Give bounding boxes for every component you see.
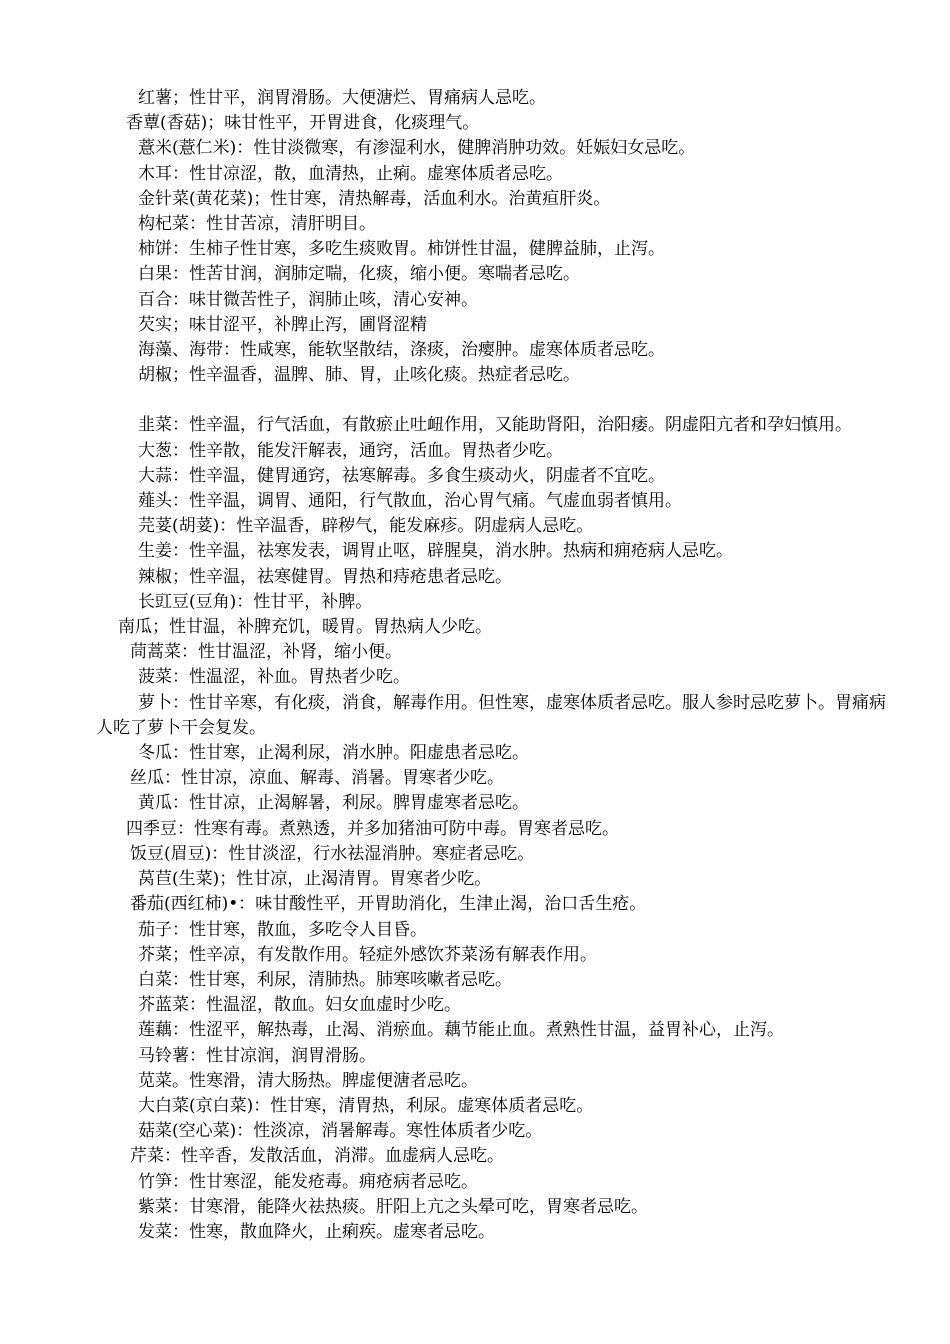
list-item: 芹菜：性辛香，发散活血，消滞。血虚病人忌吃。 [130, 1146, 504, 1167]
list-item: 金针菜(黄花菜)；性甘寒，清热解毒，活血利水。治黄疸肝炎。 [138, 188, 611, 209]
list-item: 冬瓜：性甘寒，止渴利尿，消水肿。阳虚患者忌吃。 [138, 743, 529, 764]
list-item: 苋菜。性寒滑，清大肠热。脾虚便溏者忌吃。 [138, 1070, 478, 1091]
list-item: 菇菜(空心菜)：性淡凉，消暑解毒。寒性体质者少吃。 [138, 1121, 543, 1142]
list-item: 海藻、海带：性咸寒，能软坚散结，涤痰，治瘿肿。虚寒体质者忌吃。 [138, 340, 665, 361]
list-item: 莴苣(生菜)；性甘凉，止渴清胃。胃寒者少吃。 [138, 869, 492, 890]
list-item: 大蒜：性辛温，健胃通窍，祛寒解毒。多食生痰动火，阴虚者不宜吃。 [138, 465, 665, 486]
list-item: 南瓜；性甘温，补脾充饥，暖胃。胃热病人少吃。 [118, 617, 492, 638]
list-item: 胡椒；性辛温香，温脾、肺、胃，止咳化痰。热症者忌吃。 [138, 365, 580, 386]
list-item: 发菜：性寒，散血降火，止痢疾。虚寒者忌吃。 [138, 1221, 495, 1242]
list-item: 韭菜：性辛温，行气活血，有散瘀止吐衄作用，又能助肾阳，治阳痿。阴虚阳亢者和孕妇慎用。 [138, 415, 852, 436]
list-item: 芡实；味甘涩平，补脾止泻，圃肾涩精 [138, 314, 427, 335]
list-item: 长豇豆(豆角)：性甘平，补脾。 [138, 591, 373, 612]
list-item: 饭豆(眉豆)：性甘淡涩，行水祛湿消肿。寒症者忌吃。 [130, 843, 535, 864]
list-item: 木耳：性甘凉涩，散，血清热，止痢。虚寒体质者忌吃。 [138, 163, 563, 184]
list-item: 紫菜：甘寒滑，能降火祛热痰。肝阳上亢之头晕可吃，胃寒者忌吃。 [138, 1196, 648, 1217]
list-item: 芫荽(胡荽)：性辛温香，辟秽气，能发麻疹。阴虚病人忌吃。 [138, 516, 594, 537]
list-item: 马铃薯：性甘凉润，润胃滑肠。 [138, 1045, 376, 1066]
list-item: 白果：性苦甘润，润肺定喘，化痰，缩小便。寒喘者忌吃。 [138, 264, 580, 285]
list-item: 香蕈(香菇)；味甘性平，开胃进食，化痰理气。 [126, 113, 480, 134]
list-item: 大白菜(京白菜)：性甘寒，清胃热，利尿。虚寒体质者忌吃。 [138, 1095, 594, 1116]
list-item: 萝卜：性甘辛寒，有化痰，消食，解毒作用。但性寒，虚寒体质者忌吃。服人参时忌吃萝卜。胃痛病人吃了萝卜干会复发。 [96, 692, 886, 738]
section-gap [96, 388, 886, 413]
list-item: 茄子：性甘寒，散血，多吃令人目昏。 [138, 919, 427, 940]
list-item: 柿饼：生柿子性甘寒，多吃生痰败胃。柿饼性甘温，健脾益肺，止泻。 [138, 239, 665, 260]
list-item: 黄瓜：性甘凉，止渴解暑，利尿。脾胃虚寒者忌吃。 [138, 793, 529, 814]
list-item: 番茄(西红柿)•：味甘酸性平，开胃助消化，生津止渴，治口舌生疮。 [130, 894, 647, 915]
list-item: 竹笋：性甘寒涩，能发疮毒。痈疮病者忌吃。 [138, 1171, 478, 1192]
list-item: 薏米(薏仁米)：性甘淡微寒，有渗湿利水，健脾消肿功效。妊娠妇女忌吃。 [138, 138, 696, 159]
list-item: 芥菜；性辛凉，有发散作用。轻症外感饮芥菜汤有解表作用。 [138, 944, 597, 965]
list-item: 辣椒；性辛温，祛寒健胃。胃热和痔疮患者忌吃。 [138, 566, 512, 587]
list-item: 四季豆：性寒有毒。煮熟透，并多加猪油可防中毒。胃寒者忌吃。 [126, 818, 619, 839]
list-item: 生姜：性辛温，祛寒发表，调胃止呕，辟腥臭，消水肿。热病和痈疮病人忌吃。 [138, 541, 733, 562]
list-item: 百合：味甘微苦性子，润肺止咳，清心安神。 [138, 289, 478, 310]
list-item: 白菜：性甘寒，利尿，清肺热。肺寒咳嗽者忌吃。 [138, 969, 512, 990]
list-item: 大葱：性辛散，能发汗解表，通窍，活血。胃热者少吃。 [138, 440, 563, 461]
food-properties-list [96, 86, 886, 1245]
list-item: 莲藕：性涩平，解热毒，止渴、消瘀血。藕节能止血。煮熟性甘温，益胃补心，止泻。 [138, 1020, 784, 1041]
list-item: 丝瓜：性甘凉，凉血、解毒、消暑。胃寒者少吃。 [130, 768, 504, 789]
list-item: 菠菜：性温涩，补血。胃热者少吃。 [138, 667, 410, 688]
list-item: 茼蒿菜：性甘温涩，补肾，缩小便。 [130, 642, 402, 663]
list-item: 构杞菜：性甘苦凉，清肝明目。 [138, 214, 376, 235]
list-item: 芥蓝菜：性温涩，散血。妇女血虚时少吃。 [138, 995, 461, 1016]
list-item: 薤头：性辛温，调胃、通阳，行气散血，治心胃气痛。气虚血弱者慎用。 [138, 491, 682, 512]
list-item: 红薯；性甘平，润胃滑肠。大便溏烂、胃痛病人忌吃。 [138, 88, 546, 108]
